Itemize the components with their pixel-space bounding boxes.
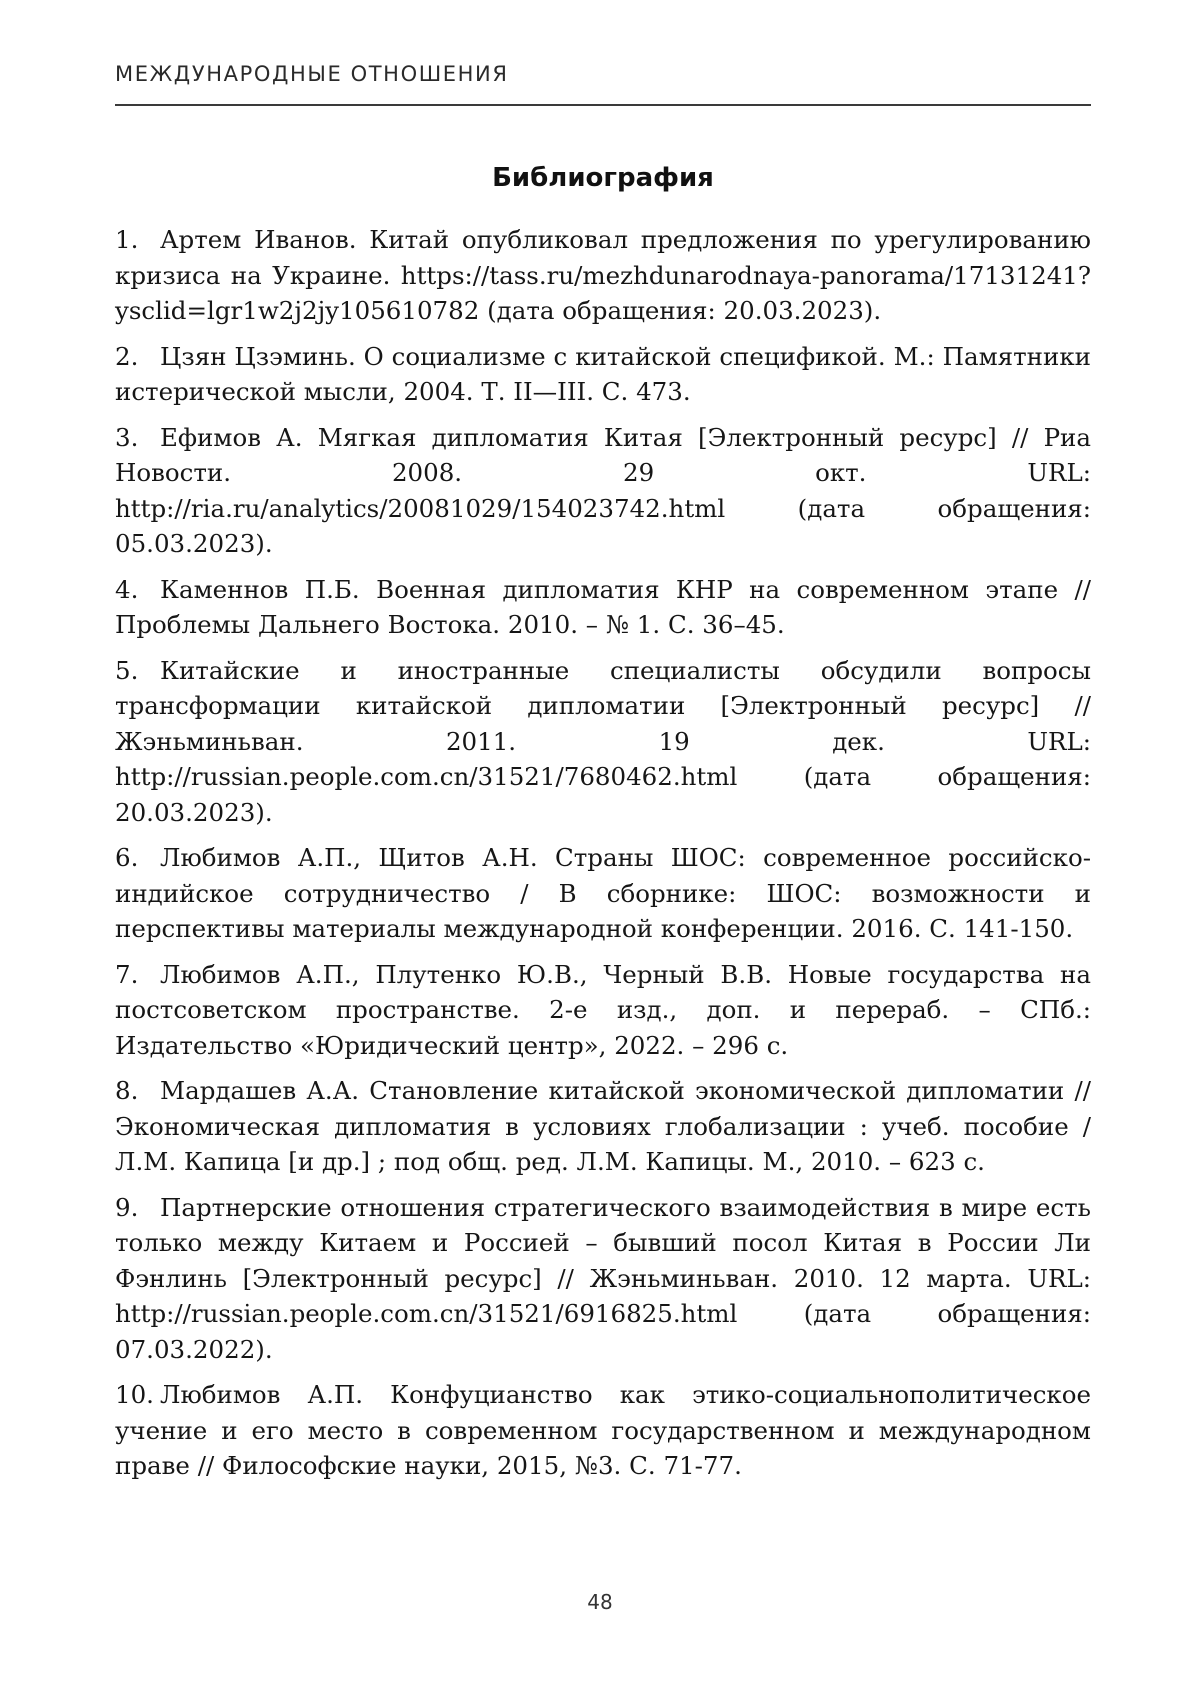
- entry-number: 9.: [115, 1192, 139, 1222]
- entry-number: 1.: [115, 225, 139, 254]
- bibliography-entry: [115, 840, 1091, 947]
- bibliography-entry: [115, 222, 1091, 329]
- entry-text: Мардашев А.А. Становление китайской экономической дипломатии // Экономическая дипломатия в условиях глобализации : учеб. пособие / Л.М. Капица [и др.] ; под общ. ред. Л.М. Капицы. М., 2010. – 623 с.: [115, 1076, 1091, 1176]
- entry-number: 4.: [115, 574, 139, 604]
- entry-number: 6.: [115, 843, 139, 872]
- section-title: Библиография: [492, 163, 714, 193]
- bibliography-list: [115, 222, 1091, 1494]
- bibliography-entry: [115, 653, 1091, 831]
- bibliography-entry: [115, 420, 1091, 562]
- entry-number: 5.: [115, 655, 139, 685]
- entry-text: Цзян Цзэминь. О социализме с китайской спецификой. М.: Памятники истерической мысли, 2004. Т. II—III. С. 473.: [115, 341, 1091, 406]
- entry-text: Артем Иванов. Китай опубликовал предложения по урегулированию кризиса на Украине. https://tass.ru/mezhdunarodnaya-panorama/17131241?ysclid=lgr1w2j2jy105610782 (дата обращения: 20.03.2023).: [115, 225, 1091, 325]
- entry-text: Партнерские отношения стратегического взаимодействия в мире есть только между Китаем и Россией – бывший посол Китая в России Ли Фэнлинь [Электронный ресурс] // Жэньминьван. 2010. 12 марта. URL: http://russian.people.com.cn/31521/6916825.html (дата обращения: 07.03.2022).: [115, 1192, 1091, 1364]
- entry-text: Любимов А.П., Плутенко Ю.В., Черный В.В. Новые государства на постсоветском пространстве. 2-е изд., доп. и перераб. – СПб.: Издательство «Юридический центр», 2022. – 296 с.: [115, 959, 1091, 1060]
- entry-number: 3.: [115, 422, 139, 452]
- entry-number: 8.: [115, 1076, 139, 1105]
- entry-number: 7.: [115, 959, 139, 989]
- bibliography-entry: [115, 957, 1091, 1064]
- header-divider: [115, 104, 1091, 106]
- bibliography-entry: [115, 1073, 1091, 1180]
- running-header-title: МЕЖДУНАРОДНЫЕ ОТНОШЕНИЯ: [115, 62, 509, 86]
- bibliography-entry: [115, 572, 1091, 643]
- entry-text: Ефимов А. Мягкая дипломатия Китая [Электронный ресурс] // Риа Новости. 2008. 29 окт. URL: http://ria.ru/analytics/20081029/154023742.html (дата обращения: 05.03.2023).: [115, 422, 1091, 558]
- entry-text: Любимов А.П. Конфуцианство как этико-социальнополитическое учение и его место в современном государственном и международном праве // Философские науки, 2015, №3. С. 71-77.: [115, 1380, 1091, 1480]
- bibliography-entry: [115, 1190, 1091, 1368]
- entry-text: Любимов А.П., Щитов А.Н. Страны ШОС: современное российско-индийское сотрудничество / В сборнике: ШОС: возможности и перспективы материалы международной конференции. 2016. С. 141-150.: [115, 843, 1091, 943]
- entry-number: 2.: [115, 341, 139, 371]
- entry-text: Каменнов П.Б. Военная дипломатия КНР на современном этапе // Проблемы Дальнего Востока. 2010. – № 1. С. 36–45.: [115, 574, 1091, 639]
- page-number: 48: [587, 1590, 613, 1614]
- entry-number: 10.: [115, 1380, 154, 1409]
- bibliography-entry: [115, 1377, 1091, 1484]
- bibliography-entry: [115, 339, 1091, 410]
- entry-text: Китайские и иностранные специалисты обсудили вопросы трансформации китайской дипломатии [Электронный ресурс] // Жэньминьван. 2011. 19 дек. URL: http://russian.people.com.cn/31521/7680462.html (дата обращения: 20.03.2023).: [115, 655, 1091, 827]
